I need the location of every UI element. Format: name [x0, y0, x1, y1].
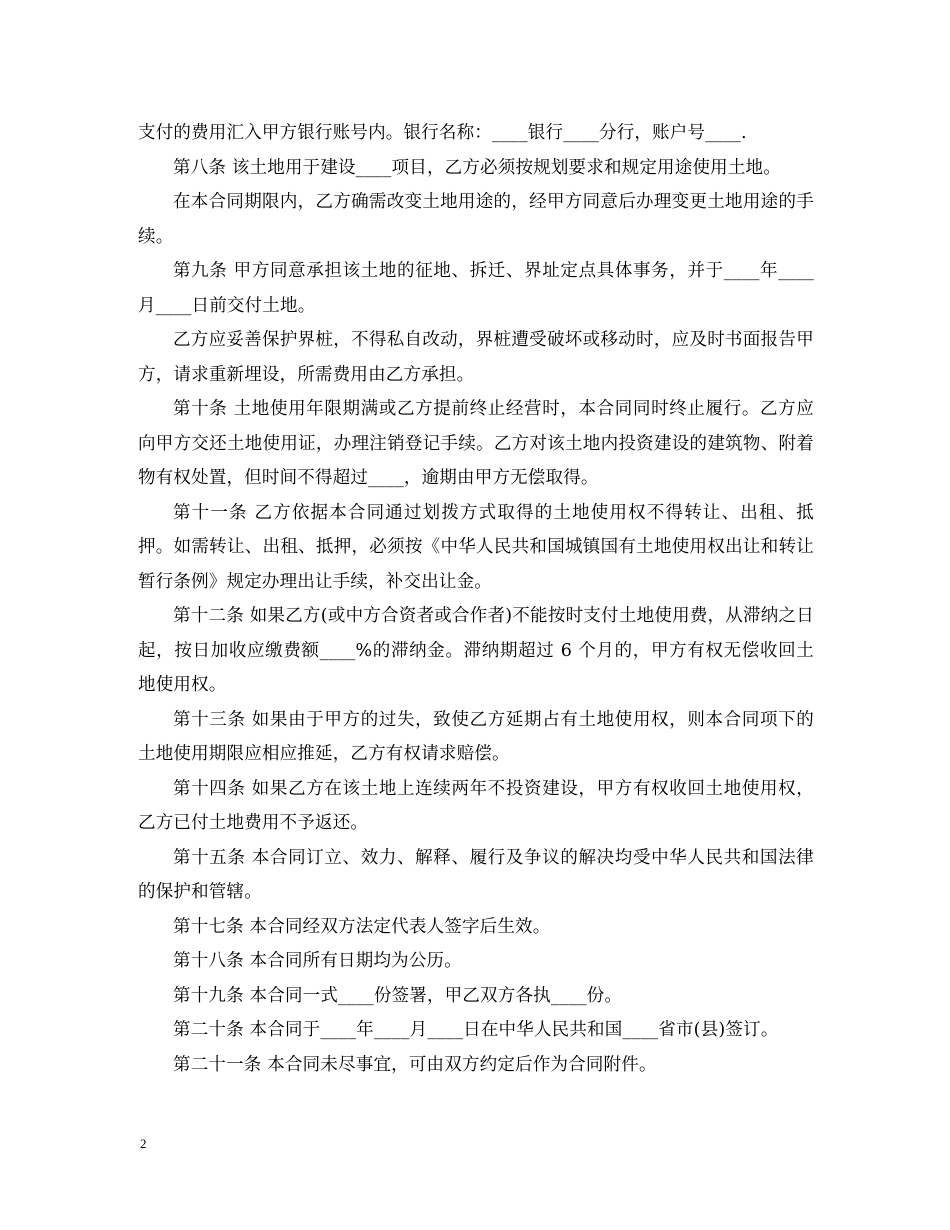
- paragraph-article-10: 第十条 土地使用年限期满或乙方提前终止经营时，本合同同时终止履行。乙方应向甲方交还土地使用证，办理注销登记手续。乙方对该土地内投资建设的建筑物、附着物有权处置，但时间不得超过____，逾期由甲方无偿取得。: [138, 399, 814, 488]
- paragraph-article-20: 第二十条 本合同于____年____月____日在中华人民共和国____省市(县)签订。: [173, 1020, 779, 1040]
- paragraph-article-19: 第十九条 本合同一式____份签署，甲乙双方各执____份。: [173, 985, 623, 1006]
- page-number: 2: [140, 1136, 147, 1151]
- paragraph-boundary-markers: 乙方应妥善保护界桩，不得私自改动，界桩遭受破坏或移动时，应及时书面报告甲方，请求重新埋设，所需费用由乙方承担。: [138, 330, 814, 385]
- paragraph-article-17: 第十七条 本合同经双方法定代表人签字后生效。: [173, 916, 551, 937]
- paragraph-article-11: 第十一条 乙方依据本合同通过划拨方式取得的土地使用权不得转让、出租、抵押。如需转让、出租、抵押，必须按《中华人民共和国城镇国有土地使用权出让和转让暂行条例》规定办理出让手续，补交出让金。: [138, 502, 814, 592]
- paragraph-article-18: 第十八条 本合同所有日期均为公历。: [173, 951, 462, 971]
- paragraph-article-13: 第十三条 如果由于甲方的过失，致使乙方延期占有土地使用权，则本合同项下的土地使用期限应相应推延，乙方有权请求赔偿。: [138, 709, 814, 764]
- paragraph-article-14: 第十四条 如果乙方在该土地上连续两年不投资建设，甲方有权收回土地使用权，乙方已付土地费用不予返还。: [138, 778, 814, 833]
- paragraph-land-use-change: 在本合同期限内，乙方确需改变土地用途的，经甲方同意后办理变更土地用途的手续。: [138, 192, 814, 247]
- paragraph-article-15: 第十五条 本合同订立、效力、解释、履行及争议的解决均受中华人民共和国法律的保护和管辖。: [138, 847, 814, 902]
- paragraph-article-9: 第九条 甲方同意承担该土地的征地、拆迁、界址定点具体事务，并于____年____月____日前交付土地。: [138, 261, 814, 316]
- paragraph-bank-account: 支付的费用汇入甲方银行账号内。银行名称：____银行____分行，账户号____.: [138, 123, 747, 143]
- paragraph-article-12: 第十二条 如果乙方(或中方合资者或合作者)不能按时支付土地使用费，从滞纳之日起，按日加收应缴费额____%的滞纳金。滞纳期超过 6 个月的，甲方有权无偿收回土地使用权。: [138, 606, 814, 695]
- paragraph-article-8: 第八条 该土地用于建设____项目，乙方必须按规划要求和规定用途使用土地。: [173, 157, 781, 178]
- document-body: [138, 116, 814, 1082]
- paragraph-article-21: 第二十一条 本合同未尽事宜，可由双方约定后作为合同附件。: [173, 1054, 657, 1075]
